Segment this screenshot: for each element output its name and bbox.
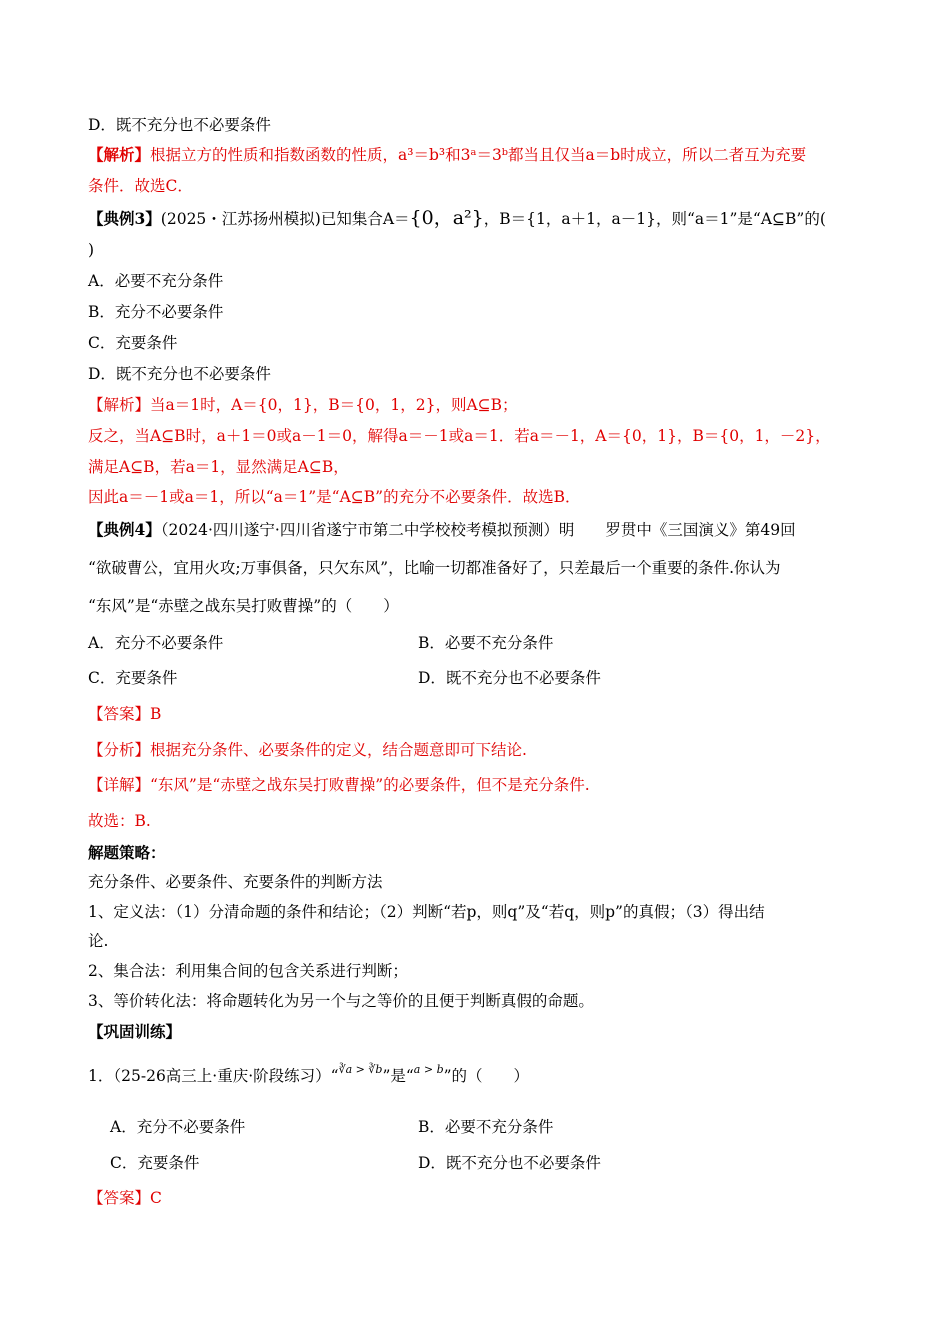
example3-analysis-4: 因此a＝－1或a＝1，所以“a＝1”是“A⊆B”的充分不必要条件．故选B． [88, 488, 581, 506]
example3-analysis-2: 反之，当A⊆B时，a＋1＝0或a－1＝0，解得a＝－1或a＝1．若a＝－1，A＝{0，1}，B＝{0，1，－2}， [88, 427, 831, 445]
q1-number: 1． [88, 1067, 114, 1085]
example4-source: （2024·四川遂宁·四川省遂宁市第二中学校校考模拟预测）明 罗贯中《三国演义》第49回 [160, 521, 796, 539]
example3-option-b: B．充分不必要条件 [88, 303, 224, 321]
example3-analysis-3: 满足A⊆B，若a＝1，显然满足A⊆B， [88, 458, 349, 476]
analysis-line-2: 条件．故选C． [88, 177, 193, 195]
strategy-intro: 充分条件、必要条件、充要条件的判断方法 [88, 873, 383, 891]
example4-option-c: C．充要条件 [88, 669, 178, 687]
example3-option-d: D．既不充分也不必要条件 [88, 365, 271, 383]
q1-end: ”的（ ） [443, 1067, 530, 1085]
example4-option-d: D．既不充分也不必要条件 [418, 669, 601, 687]
example4-tag: 【典例4】 [88, 520, 161, 539]
example4-question-1 [88, 520, 796, 540]
example3-tag: 【典例3】 [88, 209, 161, 228]
example3-analysis-1: 【解析】当a＝1时，A＝{0，1}，B＝{0，1，2}，则A⊆B； [88, 396, 518, 414]
practice-question-1 [88, 1063, 530, 1088]
q1-open-quote: “ [330, 1067, 339, 1085]
example4-detail: 【详解】“东风”是“赤壁之战东吴打败曹操”的必要条件，但不是充分条件. [88, 776, 590, 794]
example4-choice: 故选：B. [88, 812, 151, 830]
q1-mid: ”是“ [382, 1067, 414, 1085]
option-d: D．既不充分也不必要条件 [88, 116, 271, 134]
example3-close-paren: ) [88, 241, 95, 259]
q1-option-b: B．必要不充分条件 [418, 1118, 554, 1136]
example4-question-2: “欲破曹公，宜用火攻;万事俱备，只欠东风”，比喻一切都准备好了，只差最后一个重要的条件.你认为 [88, 559, 781, 577]
strategy-item-1-cont: 论. [88, 932, 109, 950]
example4-analysis: 【分析】根据充分条件、必要条件的定义，结合题意即可下结论. [88, 741, 527, 759]
example3-rest: ，B＝{1，a＋1，a－1}，则“a＝1”是“A⊆B”的( [483, 210, 826, 228]
strategy-item-3: 3、等价转化法：将命题转化为另一个与之等价的且便于判断真假的命题。 [88, 992, 594, 1010]
example3-option-c: C．充要条件 [88, 334, 178, 352]
q1-answer: 【答案】C [88, 1189, 162, 1207]
q1-option-a: A．充分不必要条件 [110, 1118, 246, 1136]
example4-question-3: “东风”是“赤壁之战东吴打败曹操”的（ ） [88, 597, 399, 615]
example4-answer: 【答案】B [88, 705, 162, 723]
strategy-item-2: 2、集合法：利用集合间的包含关系进行判断； [88, 962, 408, 980]
analysis-line-1 [88, 145, 806, 165]
q1-source: （25-26高三上·重庆·阶段练习） [113, 1067, 331, 1085]
practice-heading: 【巩固训练】 [88, 1022, 182, 1041]
example4-option-b: B．必要不充分条件 [418, 634, 554, 652]
example3-set-a: {0，a²} [409, 207, 484, 229]
example3-source: (2025・江苏扬州模拟)已知集合A＝ [160, 210, 410, 228]
example4-option-a: A．充分不必要条件 [88, 634, 224, 652]
strategy-heading: 解题策略： [88, 843, 166, 862]
q1-condition-1: ∛a > ∛b [338, 1063, 383, 1076]
q1-condition-2: a > b [413, 1063, 444, 1076]
q1-option-d: D．既不充分也不必要条件 [418, 1154, 601, 1172]
example3-question [88, 208, 826, 229]
q1-option-c: C．充要条件 [110, 1154, 200, 1172]
example3-option-a: A．必要不充分条件 [88, 272, 224, 290]
analysis-tag: 【解析】 [88, 145, 151, 164]
analysis-text: 根据立方的性质和指数函数的性质，a³＝b³和3ᵃ＝3ᵇ都当且仅当a＝b时成立，所以二者互为充要 [150, 146, 807, 164]
strategy-item-1: 1、定义法：（1）分清命题的条件和结论；（2）判断“若p，则q”及“若q，则p”的真假；（3）得出结 [88, 903, 765, 921]
